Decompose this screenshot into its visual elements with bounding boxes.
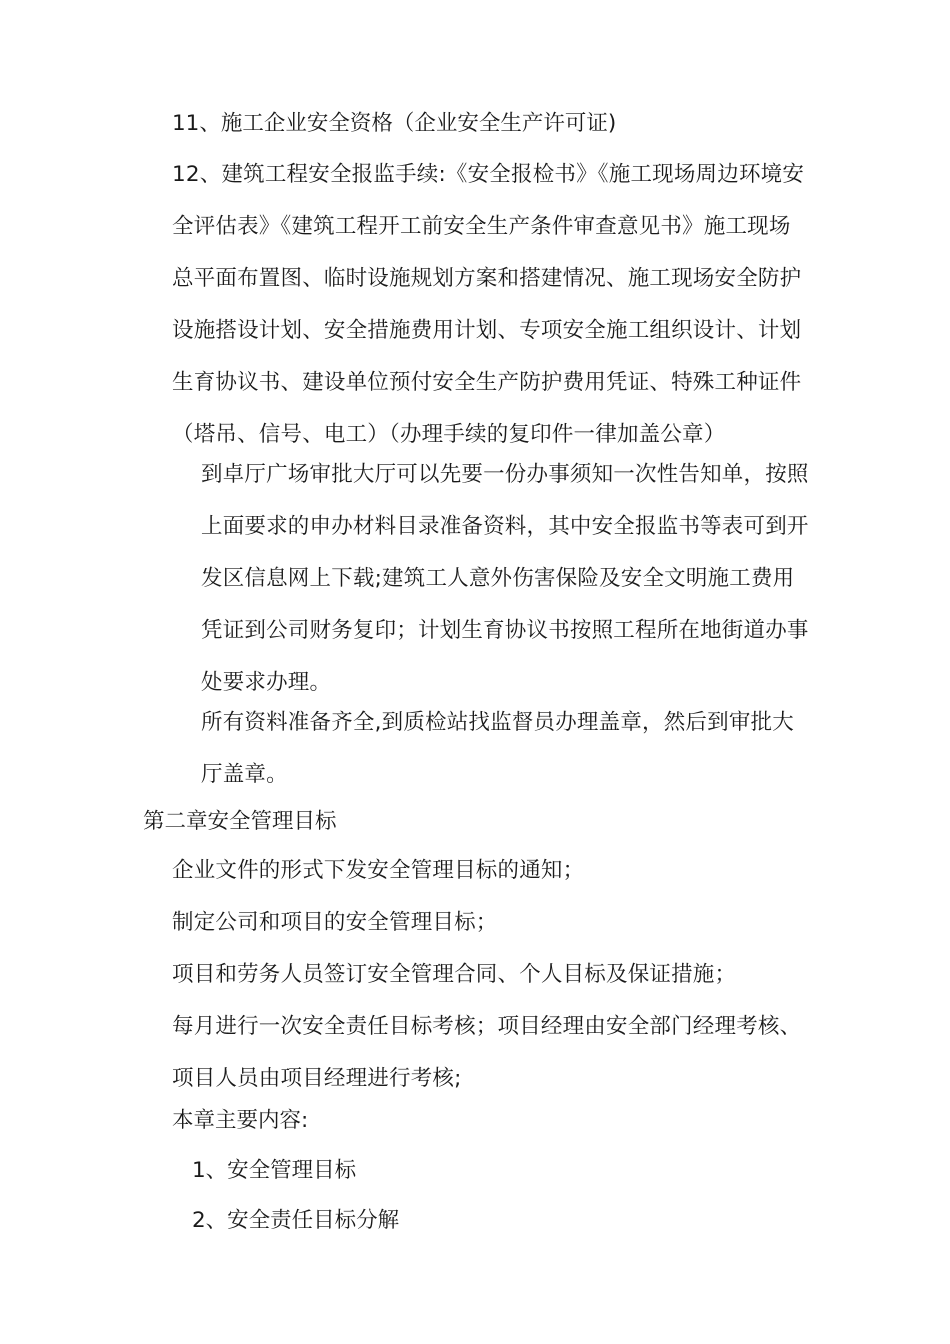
text-line: 项目和劳务人员签订安全管理合同、个人目标及保证措施；: [172, 962, 737, 987]
list-item-11: 11、施工企业安全资格（企业安全生产许可证): [172, 111, 617, 136]
chapter-title: 第二章安全管理目标: [143, 809, 337, 834]
text-line: 总平面布置图、临时设施规划方案和搭建情况、施工现场安全防护: [172, 266, 802, 291]
text-line: 厅盖章。: [201, 762, 288, 787]
text-line: 生育协议书、建设单位预付安全生产防护费用凭证、特殊工种证件: [172, 370, 802, 395]
text-line: 全评估表》《建筑工程开工前安全生产条件审查意见书》施工现场: [172, 214, 791, 239]
text-line: 到卓厅广场审批大厅可以先要一份办事须知一次性告知单，按照: [201, 462, 809, 487]
text-line: 12、建筑工程安全报监手续:《安全报检书》《施工现场周边环境安: [172, 162, 805, 187]
chapter-paragraph: [172, 845, 801, 1105]
contents-item-2: 2、安全责任目标分解: [192, 1208, 400, 1233]
text-line: 项目人员由项目经理进行考核;: [172, 1066, 462, 1091]
text-line: 每月进行一次安全责任目标考核；项目经理由安全部门经理考核、: [172, 1014, 802, 1039]
text-line: 企业文件的形式下发安全管理目标的通知；: [172, 858, 585, 883]
text-line: 凭证到公司财务复印；计划生育协议书按照工程所在地街道办事: [201, 618, 809, 643]
text-line: （塔吊、信号、电工）（办理手续的复印件一律加盖公章）: [172, 422, 726, 447]
contents-label: 本章主要内容:: [172, 1108, 309, 1133]
text-line: 发区信息网上下载;建筑工人意外伤害保险及安全文明施工费用: [201, 566, 795, 591]
text-line: 设施搭设计划、安全措施费用计划、专项安全施工组织设计、计划: [172, 318, 802, 343]
procedure-note-2: [201, 697, 794, 801]
text-line: 上面要求的申办材料目录准备资料，其中安全报监书等表可到开: [201, 514, 809, 539]
text-line: 处要求办理。: [201, 670, 332, 695]
text-line: 所有资料准备齐全,到质检站找监督员办理盖章，然后到审批大: [201, 710, 794, 735]
text-line: 制定公司和项目的安全管理目标；: [172, 910, 498, 935]
procedure-note-1: [201, 449, 809, 709]
list-item-12: [172, 149, 804, 461]
contents-item-1: 1、安全管理目标: [192, 1158, 357, 1183]
